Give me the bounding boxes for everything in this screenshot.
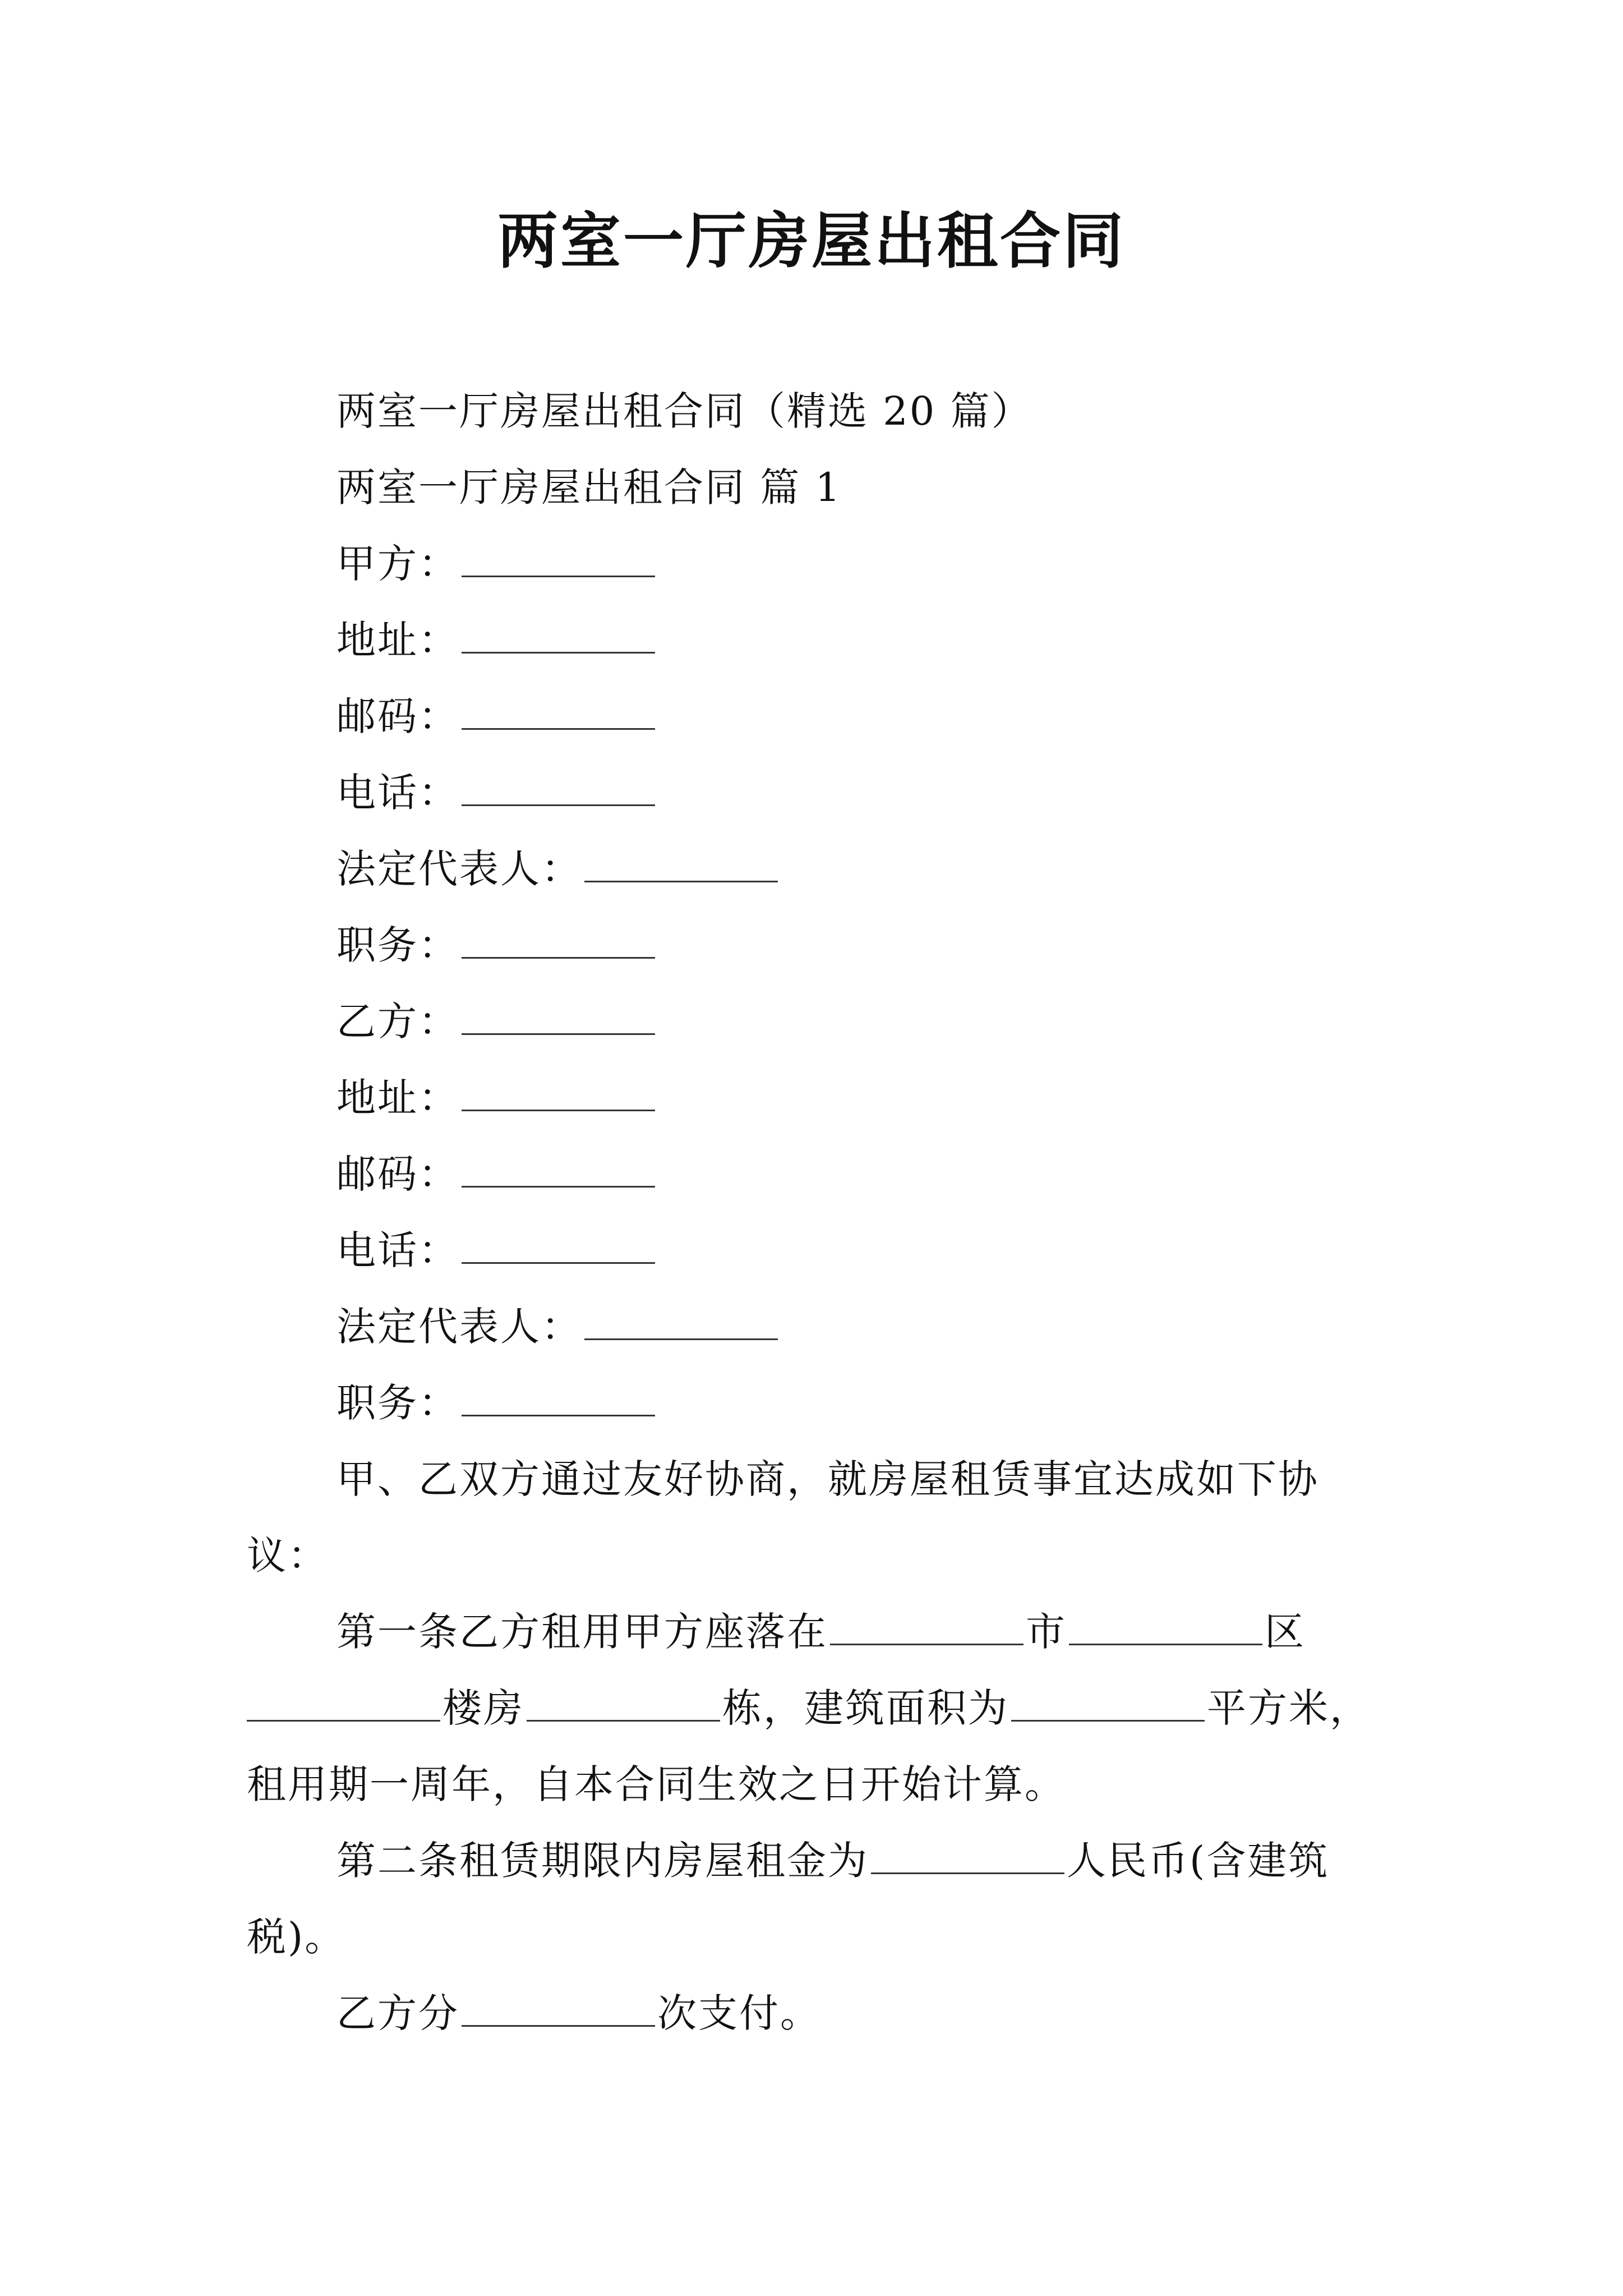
party-a-phone-label: 电话： [336, 770, 459, 816]
payment-line [336, 1985, 821, 2041]
intro-paragraph-line-2: 议： [247, 1533, 329, 1579]
payment-text-2: 次支付。 [657, 1990, 821, 2036]
article-1-text-1: 第一条乙方租用甲方座落在 [336, 1609, 828, 1655]
article-1-text-6: 平方米， [1207, 1685, 1371, 1731]
article-1-line-1 [336, 1604, 1306, 1660]
party-a-postcode-label: 邮码： [336, 693, 459, 739]
article-1-text-3: 区 [1265, 1609, 1306, 1655]
party-b-name-label: 乙方： [336, 999, 459, 1045]
party-b-address-blank [462, 1070, 655, 1111]
party-b-legal-rep-label: 法定代表人： [336, 1304, 582, 1350]
party-b-legal-rep-row [336, 1299, 780, 1355]
article-2-text-2: 人民币(含建筑 [1067, 1838, 1330, 1884]
article-1-city-blank [830, 1604, 1023, 1645]
party-b-position-label: 职务： [336, 1380, 459, 1426]
document-title: 两室一厅房屋出租合同 [497, 206, 1126, 277]
party-b-postcode-row [336, 1146, 657, 1202]
article-1-text-4: 楼房 [442, 1685, 524, 1731]
party-b-address-row [336, 1070, 657, 1126]
party-a-postcode-blank [462, 689, 655, 730]
party-a-name-blank [462, 536, 655, 577]
party-a-address-row [336, 612, 657, 668]
article-1-line-3: 租用期一周年，自本合同生效之日开始计算。 [247, 1761, 1066, 1807]
party-a-position-row [336, 917, 657, 973]
party-b-postcode-label: 邮码： [336, 1151, 459, 1197]
article-1-text-5: 栋，建筑面积为 [722, 1685, 1009, 1731]
party-a-postcode-row [336, 688, 657, 744]
article-1-building-blank [527, 1681, 720, 1722]
party-b-name-blank [462, 994, 655, 1035]
section-heading: 两室一厅房屋出租合同 篇 1 [336, 464, 842, 510]
party-b-phone-row [336, 1222, 657, 1278]
party-a-name-label: 甲方： [336, 541, 459, 587]
party-a-position-blank [462, 918, 655, 959]
party-a-position-label: 职务： [336, 922, 459, 968]
party-a-phone-row [336, 765, 657, 821]
intro-paragraph-line-1: 甲、乙双方通过友好协商，就房屋租赁事宜达成如下协 [336, 1456, 1319, 1502]
article-1-text-2: 市 [1026, 1609, 1067, 1655]
party-a-phone-blank [462, 765, 655, 806]
article-1-line-2 [247, 1680, 1371, 1736]
party-a-name-row [336, 536, 657, 592]
party-b-address-label: 地址： [336, 1075, 459, 1121]
party-b-postcode-blank [462, 1147, 655, 1188]
document-subtitle: 两室一厅房屋出租合同（精选 20 篇） [336, 388, 1032, 434]
payment-text-1: 乙方分 [336, 1990, 459, 2036]
article-1-district-blank [1069, 1604, 1262, 1645]
party-b-position-blank [462, 1375, 655, 1416]
party-a-address-label: 地址： [336, 617, 459, 663]
party-b-name-row [336, 993, 657, 1050]
article-2-line-2: 税)。 [247, 1914, 346, 1960]
party-b-phone-blank [462, 1223, 655, 1264]
article-2-line-1 [336, 1833, 1329, 1889]
party-b-position-row [336, 1375, 657, 1431]
party-a-legal-rep-blank [584, 841, 778, 882]
article-2-text-1: 第二条租赁期限内房屋租金为 [336, 1838, 869, 1884]
party-a-address-blank [462, 613, 655, 654]
party-b-phone-label: 电话： [336, 1227, 459, 1273]
party-a-legal-rep-label: 法定代表人： [336, 846, 582, 892]
payment-times-blank [462, 1986, 655, 2027]
party-b-legal-rep-blank [584, 1299, 778, 1340]
article-1-area-blank [1011, 1681, 1205, 1722]
article-2-rent-blank [871, 1833, 1064, 1874]
article-1-street-blank [247, 1681, 440, 1722]
party-a-legal-rep-row [336, 841, 780, 897]
